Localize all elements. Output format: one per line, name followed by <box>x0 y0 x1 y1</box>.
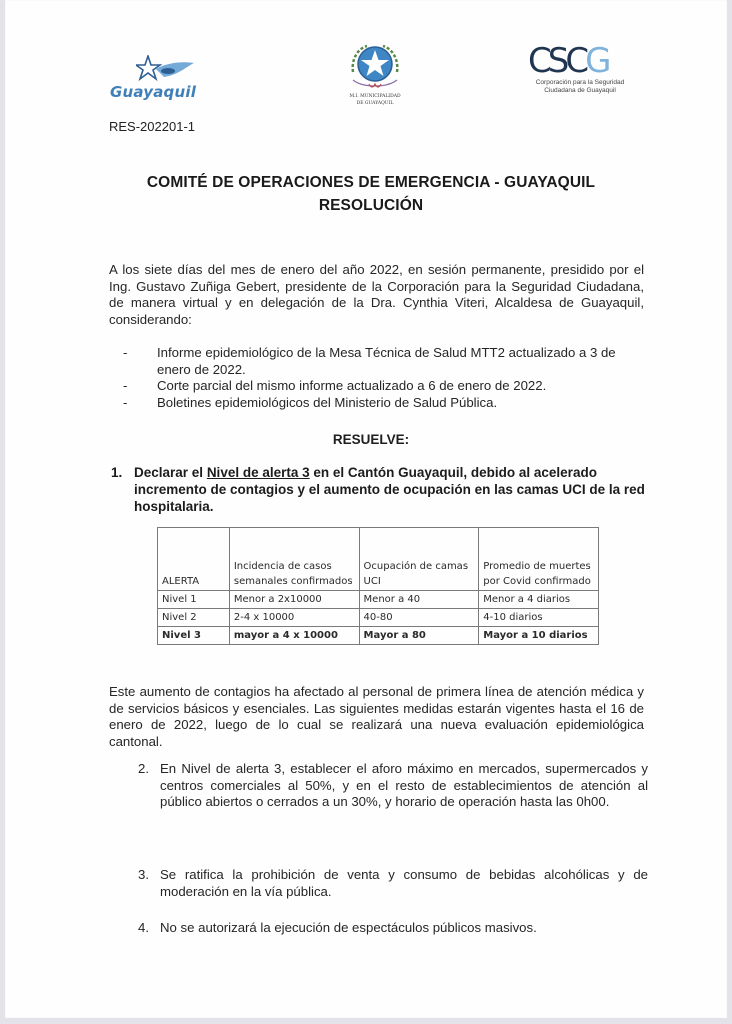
cell: Nivel 1 <box>158 591 230 609</box>
table-row-highlighted <box>158 627 599 645</box>
consideration-item: - Corte parcial del mismo informe actualizado a 6 de enero de 2022. <box>123 378 547 393</box>
cell: mayor a 4 x 10000 <box>229 627 359 645</box>
header-promedio: Promedio de muertes por Covid confirmado <box>479 528 599 591</box>
intro-paragraph: A los siete días del mes de enero del año 2022, en sesión permanente, presidido por el Ing. Gustavo Zuñiga Gebert, presidente de la Corporación para la Seguridad Ciudadana, de manera virtual y en delegación de la Dra. Cynthia Viteri, Alcaldesa de Guayaquil, considerando: <box>109 262 644 327</box>
cell: Mayor a 10 diarios <box>479 627 599 645</box>
cscg-caption: Corporación para la Seguridad Ciudadana de Guayaquil <box>535 79 625 94</box>
item-number: 2. <box>138 761 149 776</box>
item-text: Se ratifica la prohibición de venta y consumo de bebidas alcohólicas y de moderación en la vía pública. <box>160 867 648 899</box>
cscg-mark: CSCG <box>528 41 608 81</box>
star-wing-icon <box>136 55 196 85</box>
document-subtitle: RESOLUCIÓN <box>318 197 424 214</box>
municipalidad-seal <box>335 42 415 114</box>
item-number: 1. <box>111 465 123 480</box>
cell: Menor a 2x10000 <box>229 591 359 609</box>
item-number: 3. <box>138 867 149 882</box>
resolution-item-2 <box>138 761 648 831</box>
item-text: Declarar el Nivel de alerta 3 en el Cantón Guayaquil, debido al acelerado incremento de contagios y el aumento de ocupación en las camas UCI de la red hospitalaria. <box>134 465 645 514</box>
item-text: No se autorizará la ejecución de espectáculos públicos masivos. <box>160 920 537 935</box>
item-number: 4. <box>138 920 149 935</box>
header-incidencia: Incidencia de casos semanales confirmados <box>229 528 359 591</box>
cell: Nivel 2 <box>158 609 230 627</box>
cell: Nivel 3 <box>158 627 230 645</box>
resolution-item-4 <box>138 920 648 940</box>
document-page <box>5 0 727 1018</box>
effects-paragraph: Este aumento de contagios ha afectado al personal de primera línea de atención médica y de servicios básicos y esenciales. Las siguientes medidas estarán vigentes hasta el 16 de enero de 2022, luego de lo cual se realizará una nueva evaluación epidemiológica cantonal. <box>109 684 644 749</box>
cell: 2-4 x 10000 <box>229 609 359 627</box>
item-text: En Nivel de alerta 3, establecer el aforo máximo en mercados, supermercados y centros comerciales al 50%, y en el resto de establecimientos de atención al público abiertos o cerrados a un 30%, y horario de operación hasta las 0h00. <box>160 761 648 809</box>
considerations-list <box>123 345 648 411</box>
seal-star-icon <box>345 42 405 94</box>
resuelve-heading: RESUELVE: <box>332 432 410 447</box>
seal-caption-line2: DE GUAYAQUIL <box>356 101 394 106</box>
seal-caption-line1: M.I. MUNICIPALIDAD <box>349 94 401 99</box>
resolution-code: RES-202201-1 <box>109 119 195 134</box>
consideration-item: - Boletines epidemiológicos del Ministerio de Salud Pública. <box>123 394 498 410</box>
guayaquil-logo-text: Guayaquil <box>110 83 197 101</box>
document-title: COMITÉ DE OPERACIONES DE EMERGENCIA - GUAYAQUIL <box>146 174 596 191</box>
header-ocupacion: Ocupación de camas UCI <box>359 528 479 591</box>
alert-level-table <box>157 527 599 645</box>
consideration-item: - Informe epidemiológico de la Mesa Técnica de Salud MTT2 actualizado a 3 de enero de 2022. <box>123 345 616 377</box>
cell: 4-10 diarios <box>479 609 599 627</box>
table-row <box>158 609 599 627</box>
alert-level-link: Nivel de alerta 3 <box>206 465 310 480</box>
cell: Mayor a 80 <box>359 627 479 645</box>
cscg-logo <box>520 41 640 105</box>
resolution-item-3 <box>138 867 648 907</box>
table-row <box>158 591 599 609</box>
guayaquil-logo <box>108 55 218 105</box>
header-alerta: ALERTA <box>158 528 230 591</box>
cell: 40-80 <box>359 609 479 627</box>
cell: Menor a 40 <box>359 591 479 609</box>
table-header-row <box>158 528 599 591</box>
cell: Menor a 4 diarios <box>479 591 599 609</box>
